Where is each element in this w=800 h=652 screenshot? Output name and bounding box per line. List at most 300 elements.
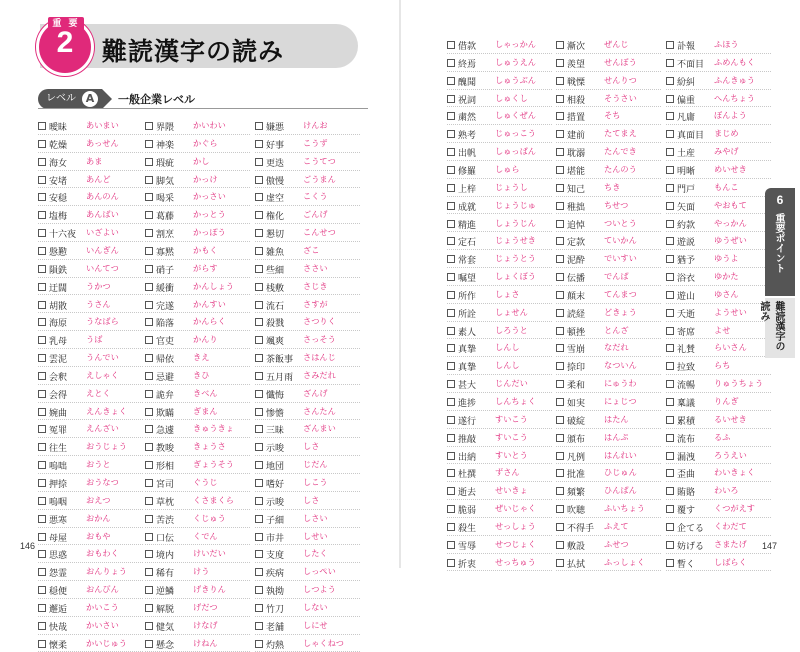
checkbox-icon[interactable]	[556, 398, 564, 406]
checkbox-icon[interactable]	[447, 112, 455, 120]
checkbox-icon[interactable]	[666, 416, 674, 424]
checkbox-icon[interactable]	[556, 434, 564, 442]
checkbox-icon[interactable]	[38, 586, 46, 594]
kana-reading: らち	[714, 360, 731, 371]
checkbox-icon[interactable]	[145, 622, 153, 630]
checkbox-icon[interactable]	[666, 559, 674, 567]
checkbox-icon[interactable]	[38, 622, 46, 630]
checkbox-icon[interactable]	[447, 523, 455, 531]
checkbox-icon[interactable]	[556, 380, 564, 388]
checkbox-icon[interactable]	[38, 497, 46, 505]
vocab-row	[447, 161, 552, 179]
checkbox-icon[interactable]	[255, 318, 263, 326]
kanji-word: 塩梅	[49, 212, 68, 223]
kana-reading: かいさい	[86, 619, 119, 630]
checkbox-icon[interactable]	[145, 193, 153, 201]
checkbox-icon[interactable]	[255, 443, 263, 451]
checkbox-icon[interactable]	[556, 327, 564, 335]
kanji-word: 雑魚	[266, 247, 285, 258]
vocab-row	[666, 536, 771, 554]
kanji-word: 浴衣	[677, 274, 696, 285]
vocab-row	[447, 125, 552, 143]
kanji-word: 折衷	[458, 559, 477, 570]
checkbox-icon[interactable]	[666, 202, 674, 210]
checkbox-icon[interactable]	[447, 505, 455, 513]
checkbox-icon[interactable]	[255, 158, 263, 166]
checkbox-icon[interactable]	[666, 344, 674, 352]
checkbox-icon[interactable]	[447, 166, 455, 174]
checkbox-icon[interactable]	[447, 59, 455, 67]
checkbox-icon[interactable]	[38, 461, 46, 469]
kanji-word: 隕鉄	[49, 265, 68, 276]
vocab-row	[145, 438, 250, 456]
checkbox-icon[interactable]	[447, 273, 455, 281]
kanji-word: 示唆	[266, 444, 285, 455]
checkbox-icon[interactable]	[255, 211, 263, 219]
kana-reading: やっかん	[714, 217, 747, 228]
checkbox-icon[interactable]	[38, 211, 46, 219]
kanji-word: 三昧	[266, 426, 285, 437]
checkbox-icon[interactable]	[38, 140, 46, 148]
checkbox-icon[interactable]	[666, 362, 674, 370]
checkbox-icon[interactable]	[666, 309, 674, 317]
checkbox-icon[interactable]	[145, 354, 153, 362]
kanji-word: 些細	[266, 265, 285, 276]
checkbox-icon[interactable]	[447, 434, 455, 442]
checkbox-icon[interactable]	[145, 176, 153, 184]
checkbox-icon[interactable]	[556, 202, 564, 210]
vocab-row	[255, 403, 360, 421]
checkbox-icon[interactable]	[556, 541, 564, 549]
checkbox-icon[interactable]	[38, 265, 46, 273]
vocab-row	[447, 54, 552, 72]
checkbox-icon[interactable]	[145, 318, 153, 326]
checkbox-icon[interactable]	[145, 301, 153, 309]
vocab-row	[556, 268, 661, 286]
kana-reading: えとく	[86, 387, 111, 398]
checkbox-icon[interactable]	[38, 122, 46, 130]
vocab-row	[447, 375, 552, 393]
kana-reading: めいせき	[714, 163, 747, 174]
vocab-row	[556, 322, 661, 340]
checkbox-icon[interactable]	[666, 77, 674, 85]
checkbox-icon[interactable]	[145, 140, 153, 148]
checkbox-icon[interactable]	[447, 344, 455, 352]
checkbox-icon[interactable]	[447, 559, 455, 567]
kanji-word: 夭逝	[677, 309, 696, 320]
checkbox-icon[interactable]	[666, 523, 674, 531]
checkbox-icon[interactable]	[255, 461, 263, 469]
kanji-word: 婉曲	[49, 408, 68, 419]
checkbox-icon[interactable]	[447, 148, 455, 156]
checkbox-icon[interactable]	[556, 309, 564, 317]
vocab-row	[556, 179, 661, 197]
checkbox-icon[interactable]	[38, 568, 46, 576]
kana-reading: かいじゅう	[86, 637, 127, 648]
checkbox-icon[interactable]	[556, 255, 564, 263]
checkbox-icon[interactable]	[38, 408, 46, 416]
checkbox-icon[interactable]	[255, 229, 263, 237]
checkbox-icon[interactable]	[255, 336, 263, 344]
checkbox-icon[interactable]	[145, 604, 153, 612]
vocab-row	[666, 464, 771, 482]
kanji-word: 逝去	[458, 488, 477, 499]
kana-reading: ろうえい	[714, 449, 747, 460]
checkbox-icon[interactable]	[38, 283, 46, 291]
kanji-word: 読経	[567, 309, 586, 320]
checkbox-icon[interactable]	[255, 425, 263, 433]
kana-reading: こうてつ	[303, 155, 336, 166]
checkbox-icon[interactable]	[556, 77, 564, 85]
checkbox-icon[interactable]	[38, 443, 46, 451]
checkbox-icon[interactable]	[447, 398, 455, 406]
checkbox-icon[interactable]	[145, 265, 153, 273]
checkbox-icon[interactable]	[666, 220, 674, 228]
checkbox-icon[interactable]	[666, 166, 674, 174]
checkbox-icon[interactable]	[556, 416, 564, 424]
kanji-word: 歪曲	[677, 470, 696, 481]
vocab-row	[38, 313, 143, 331]
kana-reading: けねん	[193, 637, 218, 648]
checkbox-icon[interactable]	[447, 327, 455, 335]
vocab-row	[145, 278, 250, 296]
kanji-word: 安穏	[49, 194, 68, 205]
checkbox-icon[interactable]	[556, 148, 564, 156]
checkbox-icon[interactable]	[145, 550, 153, 558]
vocab-row	[255, 456, 360, 474]
checkbox-icon[interactable]	[38, 390, 46, 398]
checkbox-icon[interactable]	[447, 487, 455, 495]
checkbox-icon[interactable]	[447, 220, 455, 228]
checkbox-icon[interactable]	[38, 604, 46, 612]
checkbox-icon[interactable]	[447, 541, 455, 549]
checkbox-icon[interactable]	[556, 237, 564, 245]
checkbox-icon[interactable]	[145, 372, 153, 380]
checkbox-icon[interactable]	[145, 408, 153, 416]
checkbox-icon[interactable]	[38, 372, 46, 380]
checkbox-icon[interactable]	[556, 559, 564, 567]
checkbox-icon[interactable]	[38, 425, 46, 433]
vocab-row	[145, 260, 250, 278]
kanji-word: 邂逅	[49, 604, 68, 615]
vocab-row	[447, 536, 552, 554]
checkbox-icon[interactable]	[556, 469, 564, 477]
vocab-row	[38, 456, 143, 474]
checkbox-icon[interactable]	[556, 291, 564, 299]
kanji-word: 十六夜	[49, 230, 77, 241]
kana-reading: しゅうえん	[495, 56, 536, 67]
checkbox-icon[interactable]	[145, 390, 153, 398]
vocab-row	[38, 224, 143, 242]
checkbox-icon[interactable]	[255, 390, 263, 398]
checkbox-icon[interactable]	[447, 237, 455, 245]
checkbox-icon[interactable]	[255, 265, 263, 273]
vocab-row	[447, 447, 552, 465]
checkbox-icon[interactable]	[145, 533, 153, 541]
vocab-row	[255, 188, 360, 206]
vocab-row	[255, 367, 360, 385]
checkbox-icon[interactable]	[145, 247, 153, 255]
kana-reading: りゅうちょう	[714, 378, 764, 389]
kana-reading: うなばら	[86, 316, 119, 327]
checkbox-icon[interactable]	[556, 344, 564, 352]
checkbox-icon[interactable]	[38, 550, 46, 558]
checkbox-icon[interactable]	[255, 408, 263, 416]
checkbox-icon[interactable]	[255, 283, 263, 291]
kanji-word: 懇切	[266, 230, 285, 241]
vocab-row	[556, 197, 661, 215]
checkbox-icon[interactable]	[556, 362, 564, 370]
kanji-word: 頓挫	[567, 327, 586, 338]
kana-reading: さまたげ	[714, 538, 747, 549]
kana-reading: かんらく	[193, 316, 226, 327]
kanji-word: 建前	[567, 131, 586, 142]
checkbox-icon[interactable]	[38, 336, 46, 344]
vocab-row	[38, 385, 143, 403]
checkbox-icon[interactable]	[145, 336, 153, 344]
kana-reading: かんすい	[193, 298, 226, 309]
kanji-word: 凡例	[567, 452, 586, 463]
vocab-row	[556, 215, 661, 233]
checkbox-icon[interactable]	[255, 479, 263, 487]
checkbox-icon[interactable]	[556, 41, 564, 49]
checkbox-icon[interactable]	[38, 158, 46, 166]
kana-reading: かっぽう	[193, 227, 226, 238]
vocab-row	[447, 72, 552, 90]
kanji-word: 怨霊	[49, 569, 68, 580]
kanji-word: 宮司	[156, 480, 175, 490]
checkbox-icon[interactable]	[145, 425, 153, 433]
checkbox-icon[interactable]	[38, 354, 46, 362]
kana-reading: ぎまん	[193, 405, 218, 416]
checkbox-icon[interactable]	[255, 193, 263, 201]
checkbox-icon[interactable]	[255, 550, 263, 558]
kana-reading: たてまえ	[604, 128, 637, 139]
checkbox-icon[interactable]	[255, 176, 263, 184]
checkbox-icon[interactable]	[666, 59, 674, 67]
kanji-word: 穏便	[49, 587, 68, 598]
vocab-row	[447, 286, 552, 304]
checkbox-icon[interactable]	[666, 237, 674, 245]
checkbox-icon[interactable]	[556, 505, 564, 513]
checkbox-icon[interactable]	[666, 434, 674, 442]
kana-reading: じだん	[303, 459, 328, 470]
checkbox-icon[interactable]	[145, 283, 153, 291]
checkbox-icon[interactable]	[666, 398, 674, 406]
checkbox-icon[interactable]	[38, 247, 46, 255]
vocab-row	[447, 411, 552, 429]
kana-reading: えんざい	[86, 423, 119, 434]
vocab-row	[255, 385, 360, 403]
checkbox-icon[interactable]	[666, 255, 674, 263]
checkbox-icon[interactable]	[255, 372, 263, 380]
checkbox-icon[interactable]	[556, 130, 564, 138]
vocab-row	[145, 171, 250, 189]
kanji-word: 追悼	[567, 220, 586, 231]
checkbox-icon[interactable]	[145, 497, 153, 505]
checkbox-icon[interactable]	[666, 541, 674, 549]
kana-reading: ひじゅん	[604, 467, 637, 478]
checkbox-icon[interactable]	[38, 640, 46, 648]
checkbox-icon[interactable]	[145, 568, 153, 576]
checkbox-icon[interactable]	[255, 497, 263, 505]
level-arrow-icon	[102, 89, 112, 109]
vocab-row	[556, 161, 661, 179]
vocab-row	[447, 554, 552, 572]
vocab-row	[255, 331, 360, 349]
checkbox-icon[interactable]	[145, 211, 153, 219]
checkbox-icon[interactable]	[447, 41, 455, 49]
vocab-row	[145, 456, 250, 474]
checkbox-icon[interactable]	[447, 291, 455, 299]
checkbox-icon[interactable]	[255, 354, 263, 362]
checkbox-icon[interactable]	[556, 523, 564, 531]
checkbox-icon[interactable]	[255, 533, 263, 541]
checkbox-icon[interactable]	[38, 533, 46, 541]
kanji-word: 不得手	[567, 523, 595, 534]
side-tab-category: 重要ポイント	[773, 213, 784, 273]
checkbox-icon[interactable]	[447, 416, 455, 424]
kanji-word: 矢面	[677, 202, 696, 213]
checkbox-icon[interactable]	[145, 158, 153, 166]
checkbox-icon[interactable]	[255, 604, 263, 612]
checkbox-icon[interactable]	[556, 166, 564, 174]
checkbox-icon[interactable]	[38, 193, 46, 201]
vocab-row	[145, 510, 250, 528]
checkbox-icon[interactable]	[556, 273, 564, 281]
kanji-word: 定石	[458, 238, 477, 249]
checkbox-icon[interactable]	[255, 140, 263, 148]
vocab-row	[145, 206, 250, 224]
checkbox-icon[interactable]	[255, 640, 263, 648]
kana-reading: すいこう	[495, 413, 528, 424]
checkbox-icon[interactable]	[666, 487, 674, 495]
checkbox-icon[interactable]	[666, 469, 674, 477]
checkbox-icon[interactable]	[447, 77, 455, 85]
checkbox-icon[interactable]	[145, 515, 153, 523]
checkbox-icon[interactable]	[447, 184, 455, 192]
checkbox-icon[interactable]	[666, 273, 674, 281]
kana-reading: ぐうじ	[193, 477, 218, 487]
checkbox-icon[interactable]	[38, 479, 46, 487]
checkbox-icon[interactable]	[447, 362, 455, 370]
checkbox-icon[interactable]	[447, 309, 455, 317]
checkbox-icon[interactable]	[447, 95, 455, 103]
kana-reading: すいとう	[495, 449, 528, 460]
checkbox-icon[interactable]	[556, 487, 564, 495]
checkbox-icon[interactable]	[255, 247, 263, 255]
kanji-word: 遊山	[677, 291, 696, 302]
checkbox-icon[interactable]	[145, 479, 153, 487]
checkbox-icon[interactable]	[666, 327, 674, 335]
checkbox-icon[interactable]	[447, 130, 455, 138]
vocab-row	[666, 322, 771, 340]
checkbox-icon[interactable]	[255, 515, 263, 523]
checkbox-icon[interactable]	[666, 130, 674, 138]
kana-reading: ゆさん	[714, 288, 739, 299]
kanji-word: 約款	[677, 220, 696, 231]
checkbox-icon[interactable]	[38, 301, 46, 309]
vocab-row	[556, 107, 661, 125]
checkbox-icon[interactable]	[666, 95, 674, 103]
kanji-word: 乾燥	[49, 140, 68, 151]
kanji-word: 嗜好	[266, 480, 285, 490]
kanji-word: 欺瞞	[156, 408, 175, 419]
checkbox-icon[interactable]	[38, 229, 46, 237]
checkbox-icon[interactable]	[556, 452, 564, 460]
vocab-row	[145, 153, 250, 171]
checkbox-icon[interactable]	[145, 461, 153, 469]
kana-reading: うさん	[86, 298, 111, 309]
checkbox-icon[interactable]	[666, 380, 674, 388]
checkbox-icon[interactable]	[145, 443, 153, 451]
kanji-word: 懐柔	[49, 640, 68, 651]
checkbox-icon[interactable]	[38, 176, 46, 184]
kanji-word: 真摯	[458, 363, 477, 374]
checkbox-icon[interactable]	[38, 515, 46, 523]
checkbox-icon[interactable]	[666, 41, 674, 49]
checkbox-icon[interactable]	[556, 184, 564, 192]
checkbox-icon[interactable]	[255, 586, 263, 594]
kanji-word: 真面目	[677, 131, 705, 142]
checkbox-icon[interactable]	[556, 220, 564, 228]
checkbox-icon[interactable]	[447, 202, 455, 210]
checkbox-icon[interactable]	[38, 318, 46, 326]
checkbox-icon[interactable]	[556, 59, 564, 67]
vocab-row	[255, 545, 360, 563]
kana-reading: しない	[303, 601, 328, 612]
kana-reading: りんぎ	[714, 396, 739, 406]
checkbox-icon[interactable]	[666, 112, 674, 120]
checkbox-icon[interactable]	[145, 640, 153, 648]
checkbox-icon[interactable]	[145, 229, 153, 237]
kanji-word: 出納	[458, 452, 477, 463]
checkbox-icon[interactable]	[255, 568, 263, 576]
kanji-word: 雪辱	[458, 541, 477, 552]
checkbox-icon[interactable]	[145, 586, 153, 594]
kanji-word: 海原	[49, 319, 68, 330]
kanji-word: 流石	[266, 301, 285, 312]
kana-reading: こくう	[303, 191, 328, 202]
kana-reading: しさ	[303, 494, 320, 505]
checkbox-icon[interactable]	[666, 505, 674, 513]
checkbox-icon[interactable]	[255, 122, 263, 130]
kana-reading: ゆうぜい	[714, 235, 747, 246]
checkbox-icon[interactable]	[255, 301, 263, 309]
kanji-word: 終焉	[458, 59, 477, 70]
checkbox-icon[interactable]	[447, 469, 455, 477]
kana-reading: ごうまん	[303, 173, 336, 184]
checkbox-icon[interactable]	[447, 452, 455, 460]
checkbox-icon[interactable]	[145, 122, 153, 130]
kanji-word: 寄席	[677, 327, 696, 338]
checkbox-icon[interactable]	[447, 380, 455, 388]
checkbox-icon[interactable]	[666, 291, 674, 299]
checkbox-icon[interactable]	[556, 112, 564, 120]
level-divider	[38, 108, 368, 109]
checkbox-icon[interactable]	[666, 452, 674, 460]
kana-reading: ざんまい	[303, 423, 336, 434]
checkbox-icon[interactable]	[666, 184, 674, 192]
checkbox-icon[interactable]	[666, 148, 674, 156]
kana-reading: えしゃく	[86, 369, 119, 380]
checkbox-icon[interactable]	[447, 255, 455, 263]
kana-reading: しょくぼう	[495, 271, 536, 282]
checkbox-icon[interactable]	[556, 95, 564, 103]
kana-reading: しんちょく	[495, 396, 536, 406]
checkbox-icon[interactable]	[255, 622, 263, 630]
vocab-row	[255, 171, 360, 189]
